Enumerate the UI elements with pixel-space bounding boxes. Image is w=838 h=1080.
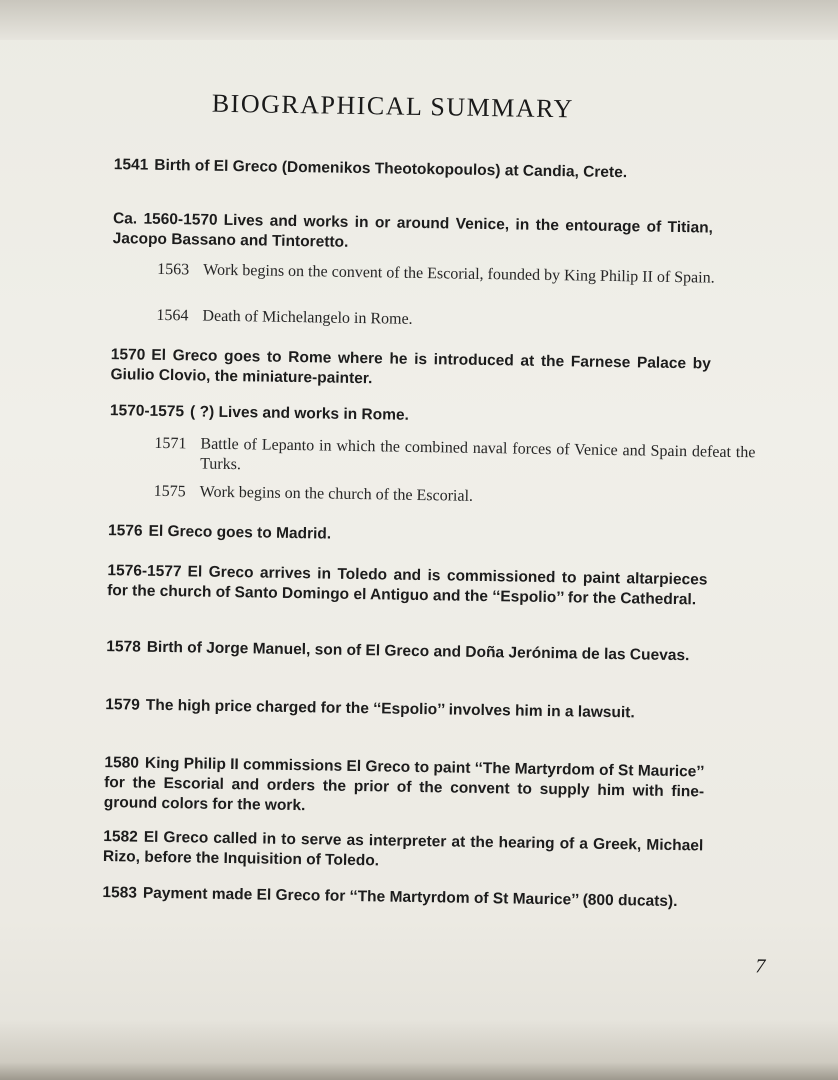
entry-year: 1570-1575 (109, 402, 185, 421)
entry-text: Birth of El Greco (Domenikos Theotokopoulos) at Candia, Crete. (154, 156, 628, 182)
entry-year: 1582 (103, 828, 138, 846)
entry-1579 (105, 695, 705, 724)
subentry-text: Work begins on the church of the Escorial. (199, 483, 474, 505)
entry-text: Payment made El Greco for ‘‘The Martyrdom of St Maurice’’ (800 ducats). (142, 884, 678, 911)
page-number: 7 (755, 955, 766, 978)
entry-year: 1576-1577 (107, 562, 182, 581)
subentry-year: 1564 (156, 306, 189, 325)
subentry-1571 (154, 434, 756, 483)
entry-text: King Philip II commissions El Greco to paint ‘‘The Martyrdom of St Maurice’’ for the Escorial and orders the prior of the convent to supply him with fine-ground colors for the work. (103, 754, 705, 815)
entry-1583 (102, 883, 702, 912)
subentry-1575 (154, 482, 755, 511)
entry-year: 1578 (106, 638, 141, 656)
entry-text: El Greco goes to Madrid. (148, 522, 332, 543)
subentry-1564 (156, 306, 757, 335)
entry-1541 (114, 155, 714, 184)
entry-1576-1577 (107, 561, 708, 610)
subentry-1563 (157, 260, 758, 289)
subentry-text: Death of Michelangelo in Rome. (202, 307, 413, 328)
entry-text: Birth of Jorge Manuel, son of El Greco and Doña Jerónima de las Cuevas. (146, 638, 690, 665)
entry-1570-1575 (110, 401, 710, 430)
subentry-year: 1563 (157, 260, 190, 279)
entry-year: 1541 (113, 156, 149, 174)
entry-1582 (103, 827, 704, 876)
entry-text: ( ?) Lives and works in Rome. (189, 403, 409, 424)
entry-1580 (104, 753, 705, 822)
entry-year: 1570 (110, 346, 146, 364)
entry-text: El Greco arrives in Toledo and is commissioned to paint altarpieces for the church of Santo Domingo el Antiguo and the ‘‘Espolio’’ for the Cathedral. (107, 563, 708, 609)
subentry-year: 1575 (153, 482, 186, 501)
entry-text: The high price charged for the ‘‘Espolio’’ involves him in a lawsuit. (145, 696, 635, 722)
entry-year: 1576 (107, 522, 143, 540)
entry-1570 (110, 345, 711, 394)
entry-year: 1579 (105, 696, 140, 714)
entry-1560-1570 (113, 209, 714, 258)
subentry-year: 1571 (154, 434, 187, 453)
entry-year: 1580 (104, 754, 140, 772)
entry-text: Lives and works in or around Venice, in the entourage of Titian, Jacopo Bassano and Tintoretto. (112, 211, 714, 251)
entry-1576 (108, 521, 708, 550)
entry-text: El Greco called in to serve as interpreter at the hearing of a Greek, Michael Rizo, before the Inquisition of Toledo. (102, 828, 704, 870)
entry-text: El Greco goes to Rome where he is introduced at the Farnese Palace by Giulio Clovio, the miniature-painter. (110, 346, 711, 388)
entry-year: Ca. 1560-1570 (112, 210, 218, 229)
page-title: BIOGRAPHICAL SUMMARY (211, 88, 575, 124)
entry-year: 1583 (102, 884, 138, 902)
subentry-text: Work begins on the convent of the Escorial, founded by King Philip II of Spain. (203, 261, 715, 287)
subentry-text: Battle of Lepanto in which the combined naval forces of Venice and Spain defeat the Turks. (200, 435, 756, 474)
entry-1578 (106, 637, 706, 666)
